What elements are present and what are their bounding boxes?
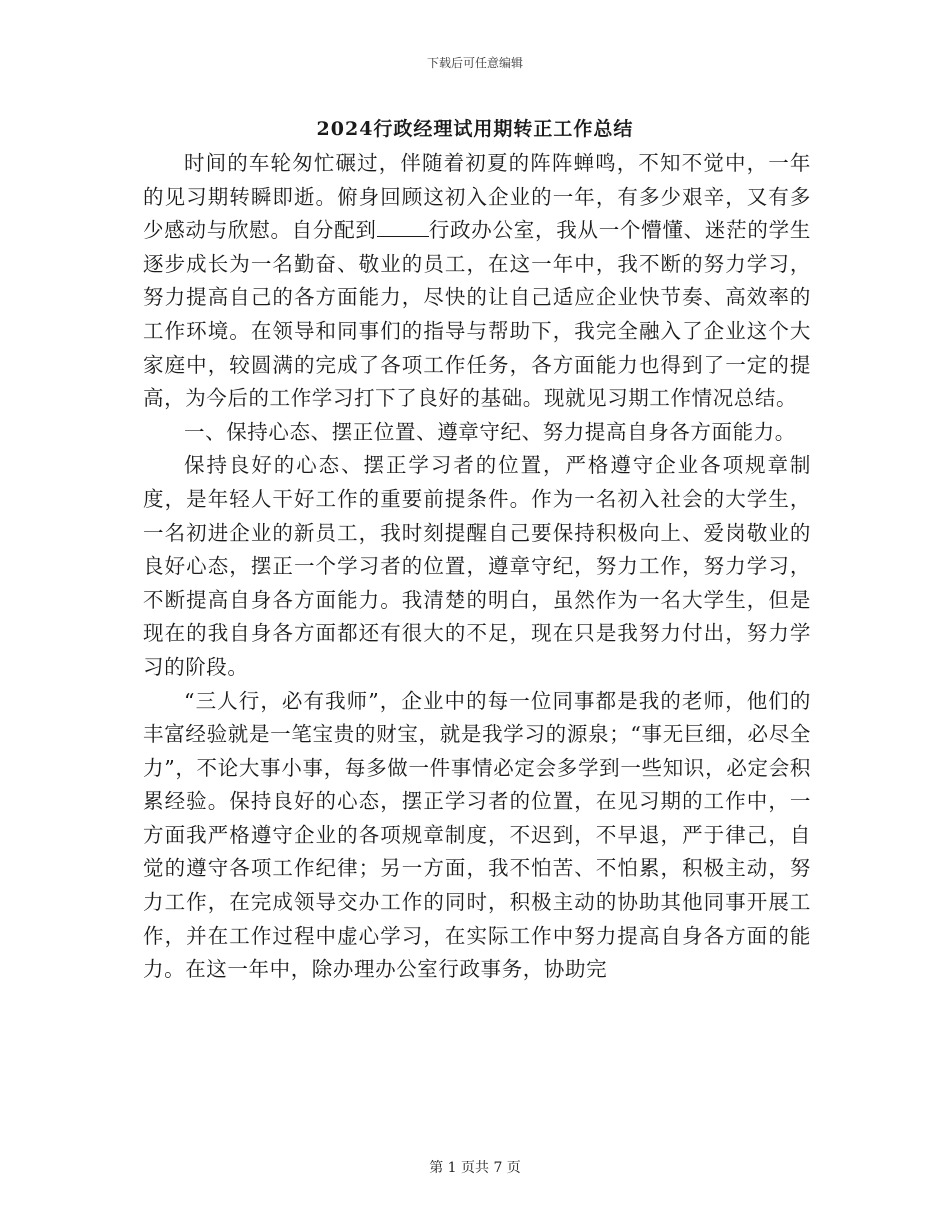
document-body [143, 147, 811, 987]
fill-in-blank [377, 218, 429, 237]
page-number: 第 1 页共 7 页 [429, 1160, 521, 1176]
paragraph-mindset: 保持良好的心态、摆正学习者的位置，严格遵守企业各项规章制度，是年轻人干好工作的重要前提条件。作为一名初入社会的大学生，一名初进企业的新员工，我时刻提醒自己要保持积极向上、爱岗敬业的良好心态，摆正一个学习者的位置，遵章守纪，努力工作，努力学习，不断提高自身各方面能力。我清楚的明白，虽然作为一名大学生，但是现在的我自身各方面都还有很大的不足，现在只是我努力付出，努力学习的阶段。 [143, 453, 811, 679]
header-note: 下载后可任意编辑 [426, 56, 523, 70]
paragraph-intro-part2: 行政办公室，我从一个懵懂、迷茫的学生逐步成长为一名勤奋、敬业的员工，在这一年中，我不断的努力学习，努力提高自己的各方面能力，尽快的让自己适应企业快节奏、高效率的工作环境。在领导和同事们的指导与帮助下，我完全融入了企业这个大家庭中，较圆满的完成了各项工作任务，各方面能力也得到了一定的提高，为今后的工作学习打下了良好的基础。现就见习期工作情况总结。 [143, 218, 811, 411]
paragraph-learning: “三人行，必有我师”，企业中的每一位同事都是我的老师，他们的丰富经验就是一笔宝贵的财宝，就是我学习的源泉；“事无巨细，必尽全力”，不论大事小事，每多做一件事情必定会多学到一些知识，必定会积累经验。保持良好的心态，摆正学习者的位置，在见习期的工作中，一方面我严格遵守企业的各项规章制度，不迟到，不早退，严于律己，自觉的遵守各项工作纪律；另一方面，我不怕苦、不怕累，积极主动，努力工作，在完成领导交办工作的同时，积极主动的协助其他同事开展工作，并在工作过程中虚心学习，在实际工作中努力提高自身各方面的能力。在这一年中，除办理办公室行政事务，协助完 [143, 688, 811, 982]
section-heading-1: 一、保持心态、摆正位置、遵章守纪、努力提高自身各方面能力。 [184, 419, 796, 444]
paragraph-intro [143, 147, 811, 416]
document-title: 2024行政经理试用期转正工作总结 [316, 118, 634, 140]
paragraph-intro-part1: 时间的车轮匆忙碾过，伴随着初夏的阵阵蝉鸣，不知不觉中，一年的见习期转瞬即逝。俯身回顾这初入企业的一年，有多少艰辛，又有多少感动与欣慰。自分配到 [143, 151, 811, 243]
